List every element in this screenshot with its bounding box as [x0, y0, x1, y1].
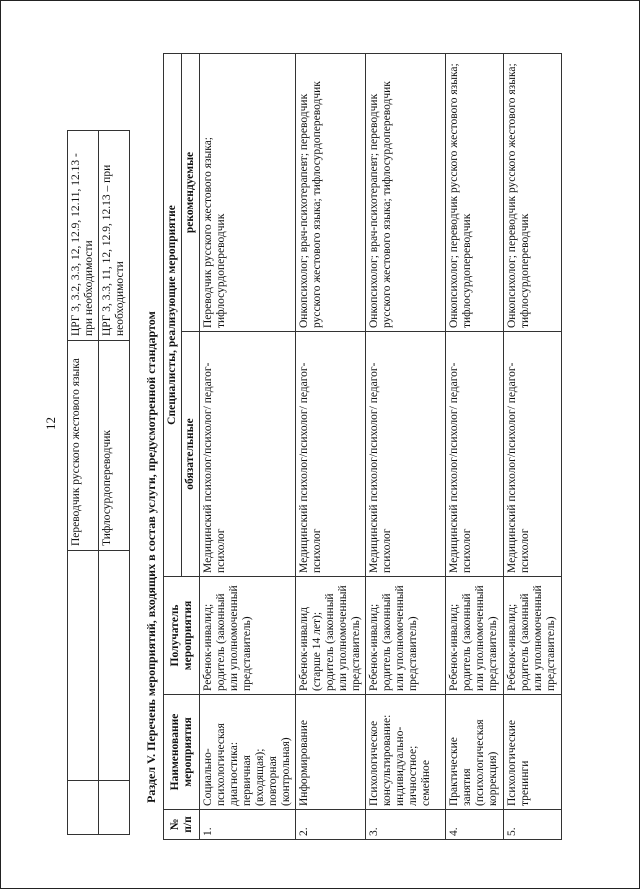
row-mandatory: Медицинский психолог/психолог/ педагог-психолог	[446, 332, 504, 577]
header-mandatory: обязательные	[182, 332, 200, 577]
note-cell: ЦРГ 3, 3.3, 11, 12, 12.9, 12.13 – при необходимости	[99, 131, 130, 341]
specialists-notes-table	[67, 130, 130, 835]
row-recipient: Ребенок-инвалид; родитель (законный или уполномоченный представитель)	[200, 577, 296, 695]
header-recommended: рекомендуемые	[182, 53, 200, 331]
activities-table	[163, 53, 562, 840]
row-mandatory: Медицинский психолог/психолог/ педагог-психолог	[504, 332, 562, 577]
header-specialists: Специалисты, реализующие мероприятие	[164, 53, 182, 576]
row-name: Психологическое консультирование: индивидуально-личностное; семейное	[366, 695, 446, 810]
row-name: Психологические тренинги	[504, 695, 562, 810]
specialist-cell: Переводчик русского жестового языка	[68, 341, 99, 551]
table-row	[366, 53, 446, 839]
row-name: Информирование	[296, 695, 366, 810]
row-recommended: Онкопсихолог; переводчик русского жестового языка; тифлосурдопереводчик	[504, 53, 562, 331]
table-row	[504, 53, 562, 839]
header-row	[164, 53, 182, 839]
row-recipient: Ребенок-инвалид; родитель (законный или уполномоченный представитель)	[504, 577, 562, 695]
note-cell: ЦРГ 3, 3.2, 3.3, 12, 12.9, 12.11, 12.13 - при необходимости	[68, 131, 99, 341]
row-recipient: Ребенок-инвалид; родитель (законный или уполномоченный представитель)	[366, 577, 446, 695]
header-recipient: Получатель мероприятия	[164, 577, 200, 695]
row-mandatory: Медицинский психолог/психолог/ педагог-психолог	[366, 332, 446, 577]
row-num: 3.	[366, 810, 446, 840]
row-recommended: Онкопсихолог; врач-психотерапевт; переводчик русского жестового языка; тифлосурдопереводчик	[296, 53, 366, 331]
row-recipient: Ребенок-инвалид (старше 14 лет); родитель (законный или уполномоченный представитель)	[296, 577, 366, 695]
row-num: 1.	[200, 810, 296, 840]
header-num: № п/п	[164, 810, 200, 840]
table-row	[68, 131, 99, 835]
table-row	[446, 53, 504, 839]
table-row	[296, 53, 366, 839]
row-num: 2.	[296, 810, 366, 840]
row-recommended: Онкопсихолог; врач-психотерапевт; переводчик русского жестового языка; тифлосурдопереводчик	[366, 53, 446, 331]
row-recipient: Ребенок-инвалид; родитель (законный или уполномоченный представитель)	[446, 577, 504, 695]
row-recommended: Онкопсихолог; переводчик русского жестового языка; тифлосурдопереводчик	[446, 53, 504, 331]
page-number: 12	[43, 417, 58, 430]
table-row	[99, 131, 130, 835]
row-name: Практические занятия (психологическая коррекция)	[446, 695, 504, 810]
header-name: Наименование мероприятия	[164, 695, 200, 810]
row-name: Социально-психологическая диагностика: первичная (входящая); повторная (контрольная)	[200, 695, 296, 810]
row-mandatory: Медицинский психолог/психолог/ педагог-психолог	[296, 332, 366, 577]
row-num: 4.	[446, 810, 504, 840]
specialist-cell: Тифлосурдопереводчик	[99, 341, 130, 551]
table-row	[200, 53, 296, 839]
row-num: 5.	[504, 810, 562, 840]
row-mandatory: Медицинский психолог/психолог/ педагог-психолог	[200, 332, 296, 577]
row-recommended: Переводчик русского жестового языка; тифлосурдопереводчик	[200, 53, 296, 331]
section-title: Раздел V. Перечень мероприятий, входящих в состав услуги, предусмотренной стандартом	[144, 311, 158, 803]
